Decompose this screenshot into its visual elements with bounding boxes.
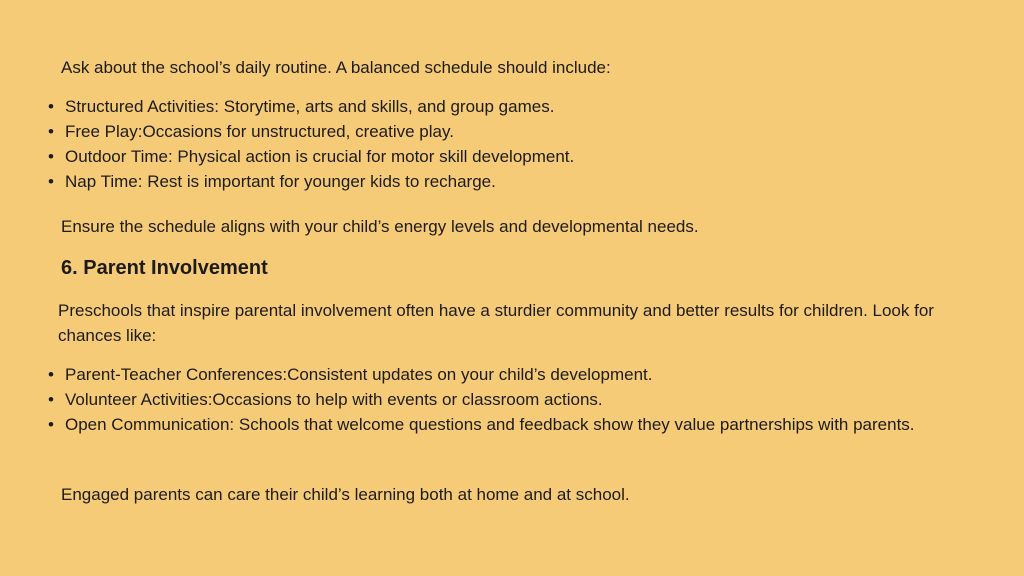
- bullet-icon: •: [48, 172, 54, 191]
- list-item: [48, 169, 968, 194]
- list-item-text: Structured Activities: Storytime, arts and skills, and group games.: [65, 97, 555, 116]
- list-item-text: Outdoor Time: Physical action is crucial for motor skill development.: [65, 147, 575, 166]
- bullet-icon: •: [48, 122, 54, 141]
- section-heading: 6. Parent Involvement: [61, 257, 268, 279]
- list-item: [48, 412, 968, 437]
- list-item-text: Volunteer Activities:Occasions to help with events or classroom actions.: [65, 390, 603, 409]
- bullet-icon: •: [48, 97, 54, 116]
- list-item: [48, 362, 968, 387]
- schedule-list: [48, 94, 968, 194]
- list-item-text: Open Communication: Schools that welcome questions and feedback show they value partnerships with parents.: [65, 415, 915, 434]
- list-item: [48, 387, 968, 412]
- involvement-list: [48, 362, 968, 437]
- list-item-text: Parent-Teacher Conferences:Consistent updates on your child’s development.: [65, 365, 653, 384]
- list-item: [48, 144, 968, 169]
- list-item-text: Free Play:Occasions for unstructured, creative play.: [65, 122, 454, 141]
- list-item-text: Nap Time: Rest is important for younger kids to recharge.: [65, 172, 496, 191]
- closing-text: Engaged parents can care their child’s learning both at home and at school.: [61, 485, 630, 504]
- bullet-icon: •: [48, 147, 54, 166]
- list-item: [48, 94, 968, 119]
- bullet-icon: •: [48, 390, 54, 409]
- involvement-intro: Preschools that inspire parental involvement often have a sturdier community and better results for children. Look for chances like:: [58, 301, 934, 345]
- list-item: [48, 119, 968, 144]
- bullet-icon: •: [48, 415, 54, 434]
- schedule-note: Ensure the schedule aligns with your child’s energy levels and developmental needs.: [61, 217, 699, 236]
- bullet-icon: •: [48, 365, 54, 384]
- intro-text: Ask about the school’s daily routine. A balanced schedule should include:: [61, 58, 611, 77]
